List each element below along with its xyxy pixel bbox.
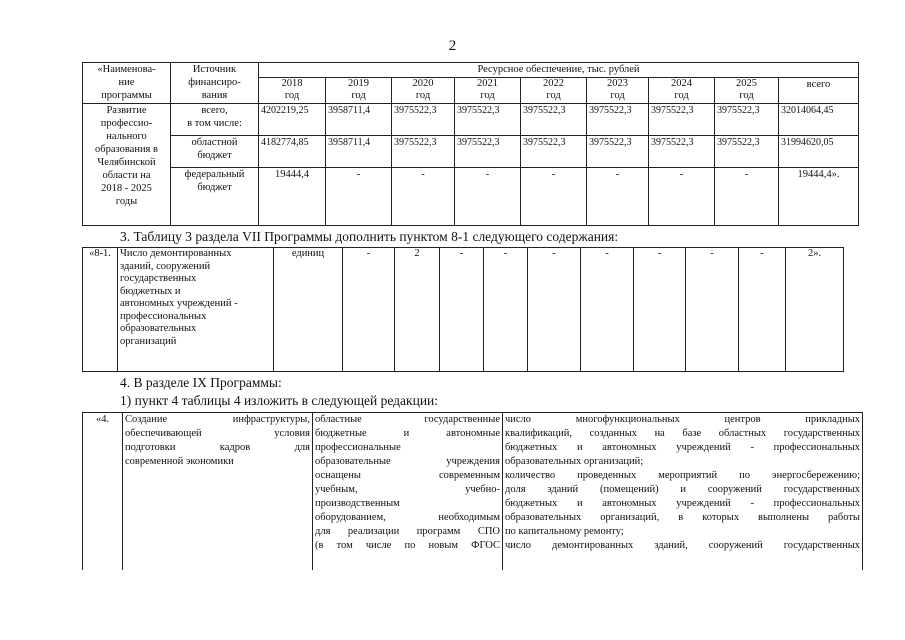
header-year: 2021 год: [455, 78, 521, 104]
value-cell: 19444,4: [259, 168, 326, 226]
indicators-cell: число многофункциональных центров прикладных квалификаций, созданных на базе областных государственных бюджетных и автономных учреждений - профессиональных образовательных организаций; количество проведенных мероприятий по энергосбережению; доля зданий (помещений) и сооружений государственных бюджетных и автономных учреждений - профессиональных образовательных организаций, в которых выполнены работы по капитальному ремонту; число демонтированных зданий, сооружений государственных: [503, 413, 863, 571]
header-year: 2024 год: [649, 78, 715, 104]
program-name-line: Челябинской: [97, 157, 156, 168]
page-number: 2: [448, 38, 457, 54]
header-year: 2019 год: [326, 78, 392, 104]
row-index: «8-1.: [83, 248, 118, 372]
value-cell: 3975522,3: [715, 136, 779, 168]
value-cell: -: [528, 248, 581, 372]
value-cell: 3975522,3: [521, 104, 587, 136]
value-cell: -: [686, 248, 739, 372]
paragraph-4-1: 1) пункт 4 таблицы 4 изложить в следующей редакции:: [120, 393, 439, 408]
indicator-name: Число демонтированных зданий, сооружений государственных бюджетных и автономных учреждений - профессиональных образовательных организаций: [118, 248, 274, 372]
value-cell: 3975522,3: [455, 136, 521, 168]
value-cell: -: [739, 248, 786, 372]
value-cell: -: [440, 248, 484, 372]
value-cell: 3975522,3: [649, 104, 715, 136]
value-cell: -: [581, 248, 634, 372]
total-cell: 19444,4».: [779, 168, 859, 226]
section-ix-table: [82, 412, 863, 570]
indicator-table: [82, 247, 844, 372]
header-year: 2025 год: [715, 78, 779, 104]
header-year: 2022 год: [521, 78, 587, 104]
value-cell: 3975522,3: [649, 136, 715, 168]
value-cell: -: [634, 248, 686, 372]
unit-cell: единиц: [274, 248, 343, 372]
header-year: 2018 год: [259, 78, 326, 104]
value-cell: 3958711,4: [326, 104, 392, 136]
total-cell: 31994620,05: [779, 136, 859, 168]
total-cell: 32014064,45: [779, 104, 859, 136]
source-cell: областной бюджет: [171, 136, 259, 168]
value-cell: 3975522,3: [455, 104, 521, 136]
header-year: 2020 год: [392, 78, 455, 104]
header-year: 2023 год: [587, 78, 649, 104]
value-cell: 3958711,4: [326, 136, 392, 168]
value-cell: 3975522,3: [392, 136, 455, 168]
value-cell: 3975522,3: [587, 136, 649, 168]
value-cell: -: [326, 168, 392, 226]
source-cell: всего, в том числе:: [171, 104, 259, 136]
value-cell: 4182774,85: [259, 136, 326, 168]
value-cell: 4202219,25: [259, 104, 326, 136]
total-cell: 2».: [786, 248, 844, 372]
result-cell: областные государственные бюджетные и автономные профессиональные образовательные учреждения оснащены современным учебным, учебно- производственным оборудованием, необходимым для реализации программ СПО (в том числе по новым ФГОС: [313, 413, 503, 571]
paragraph-4: 4. В разделе IX Программы:: [120, 375, 282, 390]
value-cell: -: [343, 248, 395, 372]
header-funding-source: Источник финансиро- вания: [171, 63, 259, 104]
value-cell: -: [392, 168, 455, 226]
value-cell: -: [521, 168, 587, 226]
value-cell: 3975522,3: [392, 104, 455, 136]
value-cell: -: [649, 168, 715, 226]
value-cell: 3975522,3: [587, 104, 649, 136]
value-cell: -: [715, 168, 779, 226]
value-cell: 2: [395, 248, 440, 372]
objective-cell: Создание инфраструктуры, обеспечивающей условия подготовки кадров для современной экономики: [123, 413, 313, 571]
resource-table: [82, 62, 859, 226]
value-cell: 3975522,3: [715, 104, 779, 136]
header-resource-support: Ресурсное обеспечение, тыс. рублей: [259, 63, 859, 78]
value-cell: 3975522,3: [521, 136, 587, 168]
program-name-cell: Развитие профессио- нального образования в Челябинской области на 2018 - 2025 годы: [83, 104, 171, 226]
row-index: «4.: [83, 413, 123, 571]
value-cell: -: [587, 168, 649, 226]
header-program-name: «Наименова- ние программы: [83, 63, 171, 104]
header-total: всего: [779, 78, 859, 104]
value-cell: -: [455, 168, 521, 226]
source-cell: федеральный бюджет: [171, 168, 259, 226]
paragraph-3: 3. Таблицу 3 раздела VII Программы дополнить пунктом 8-1 следующего содержания:: [120, 229, 619, 244]
value-cell: -: [484, 248, 528, 372]
